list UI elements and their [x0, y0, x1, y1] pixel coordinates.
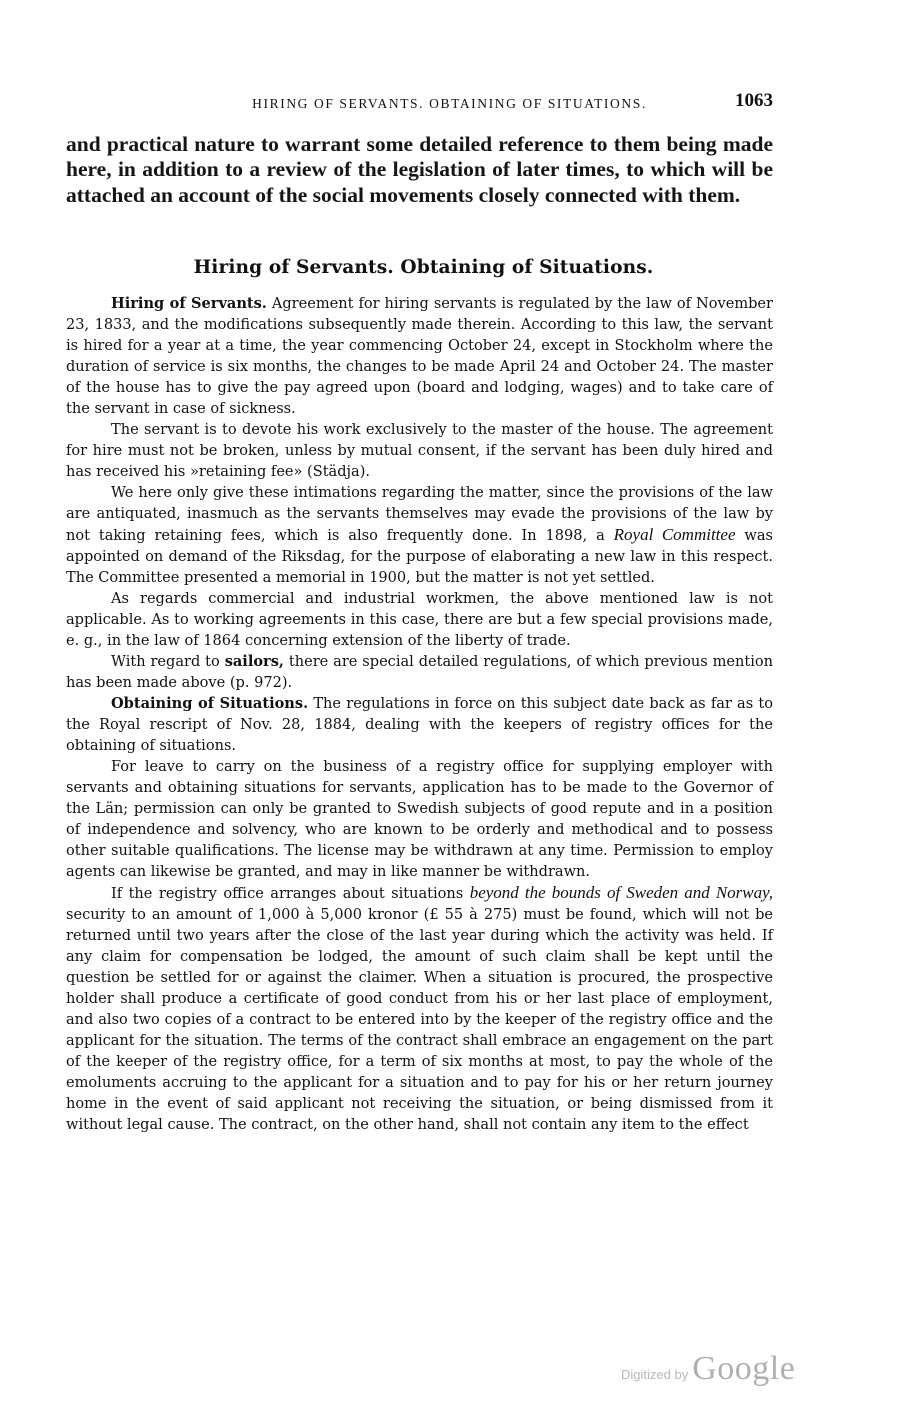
paragraph-registry-license	[66, 756, 773, 882]
bold-phrase: sailors,	[224, 653, 284, 671]
document-page	[66, 88, 773, 1135]
paragraph-text: security to an amount of 1,000 à 5,000 kronor (£ 55 à 275) must be found, which will not be returned until two years after the close of the last year during which the activity was held. If any claim for compensation be lodged, the amount of such claim shall be kept until the question be settled for or against the claimer. When a situation is procured, the prospective holder shall produce a certificate of good conduct from his or her last place of employment, and also two copies of a contract to be entered into by the keeper of the registry office and the applicant for the situation. The terms of the contract shall embrace an engagement on the part of the keeper of the registry office, for a term of six months at most, to pay the whole of the emoluments accruing to the applicant for a situation and to pay for his or her return journey home in the event of said applicant not receiving the situation, or being dismissed from it without legal cause. The contract, on the other hand, shall not contain any item to the effect	[66, 906, 773, 1134]
paragraph-obtaining-of-situations	[66, 693, 773, 756]
running-title: HIRING OF SERVANTS. OBTAINING OF SITUATIONS.	[252, 96, 647, 111]
paragraph-hiring-of-servants	[66, 293, 773, 419]
paragraph-text: Agreement for hiring servants is regulated by the law of November 23, 1833, and the modifications subsequently made therein. According to this law, the servant is hired for a year at a time, the year commencing October 24, except in Stockholm where the duration of service is six months, the changes to be made April 24 and October 24. The master of the house has to give the pay agreed upon (board and lodging, wages) and to take care of the servant in case of sickness.	[66, 295, 773, 418]
intro-paragraph: and practical nature to warrant some detailed reference to them being made here, in addition to a review of the legislation of later times, to which will be attached an account of the social movements closely connected with them.	[66, 132, 773, 207]
paragraph-text: there are special detailed regulations, of which previous mention has been made above (p. 972).	[66, 653, 774, 692]
italic-phrase: beyond the bounds of Sweden and Norway,	[469, 883, 773, 903]
paragraph-lead: Obtaining of Situations.	[111, 695, 309, 713]
paragraph-sailors	[66, 651, 773, 693]
digitized-watermark	[621, 1350, 795, 1388]
section-heading: Hiring of Servants. Obtaining of Situations.	[193, 257, 654, 279]
watermark-prefix: Digitized by	[621, 1367, 689, 1382]
paragraph-text: As regards commercial and industrial workmen, the above mentioned law is not applicable. As to working agreements in this case, there are but a few special provisions made, e. g., in the law of 1864 concerning extension of the liberty of trade.	[66, 590, 773, 650]
page-number: 1063	[735, 90, 773, 111]
paragraph-servant-duty	[66, 419, 773, 482]
paragraph-text: We here only give these intimations regarding the matter, since the provisions of the law are antiquated, inasmuch as the servants themselves may evade the provisions of the law by not taking retaining fees, which is also frequently done. In 1898, a	[66, 484, 773, 545]
paragraph-intimations	[66, 482, 773, 588]
paragraph-text: The regulations in force on this subject date back as far as to the Royal rescript of Nov. 28, 1884, dealing with the keepers of registry offices for the obtaining of situations.	[66, 695, 773, 755]
italic-phrase: Royal Committee	[613, 525, 736, 545]
paragraph-lead: Hiring of Servants.	[111, 295, 267, 313]
paragraph-text: For leave to carry on the business of a registry office for supplying employer with servants and obtaining situations for servants, application has to be made to the Governor of the Län; permission can only be granted to Swedish subjects of good repute and in a position of independence and solvency, who are known to be orderly and methodical and to possess other suitable qualifications. The license may be withdrawn at any time. Permission to employ agents can likewise be granted, and may in like manner be withdrawn.	[66, 758, 773, 881]
body-text	[66, 293, 773, 1135]
paragraph-text: If the registry office arranges about situations	[111, 885, 470, 903]
paragraph-commercial-workmen	[66, 588, 773, 651]
paragraph-abroad-security	[66, 882, 773, 1135]
paragraph-text: The servant is to devote his work exclusively to the master of the house. The agreement for hire must not be broken, unless by mutual consent, if the servant has been duly hired and has received his »retaining fee» (Städja).	[66, 421, 773, 481]
paragraph-text: was appointed on demand of the Riksdag, for the purpose of elaborating a new law in this respect. The Committee presented a memorial in 1900, but the matter is not yet settled.	[66, 527, 773, 587]
running-header	[66, 88, 773, 120]
google-logo: Google	[692, 1350, 796, 1387]
paragraph-text: With regard to	[111, 653, 225, 671]
